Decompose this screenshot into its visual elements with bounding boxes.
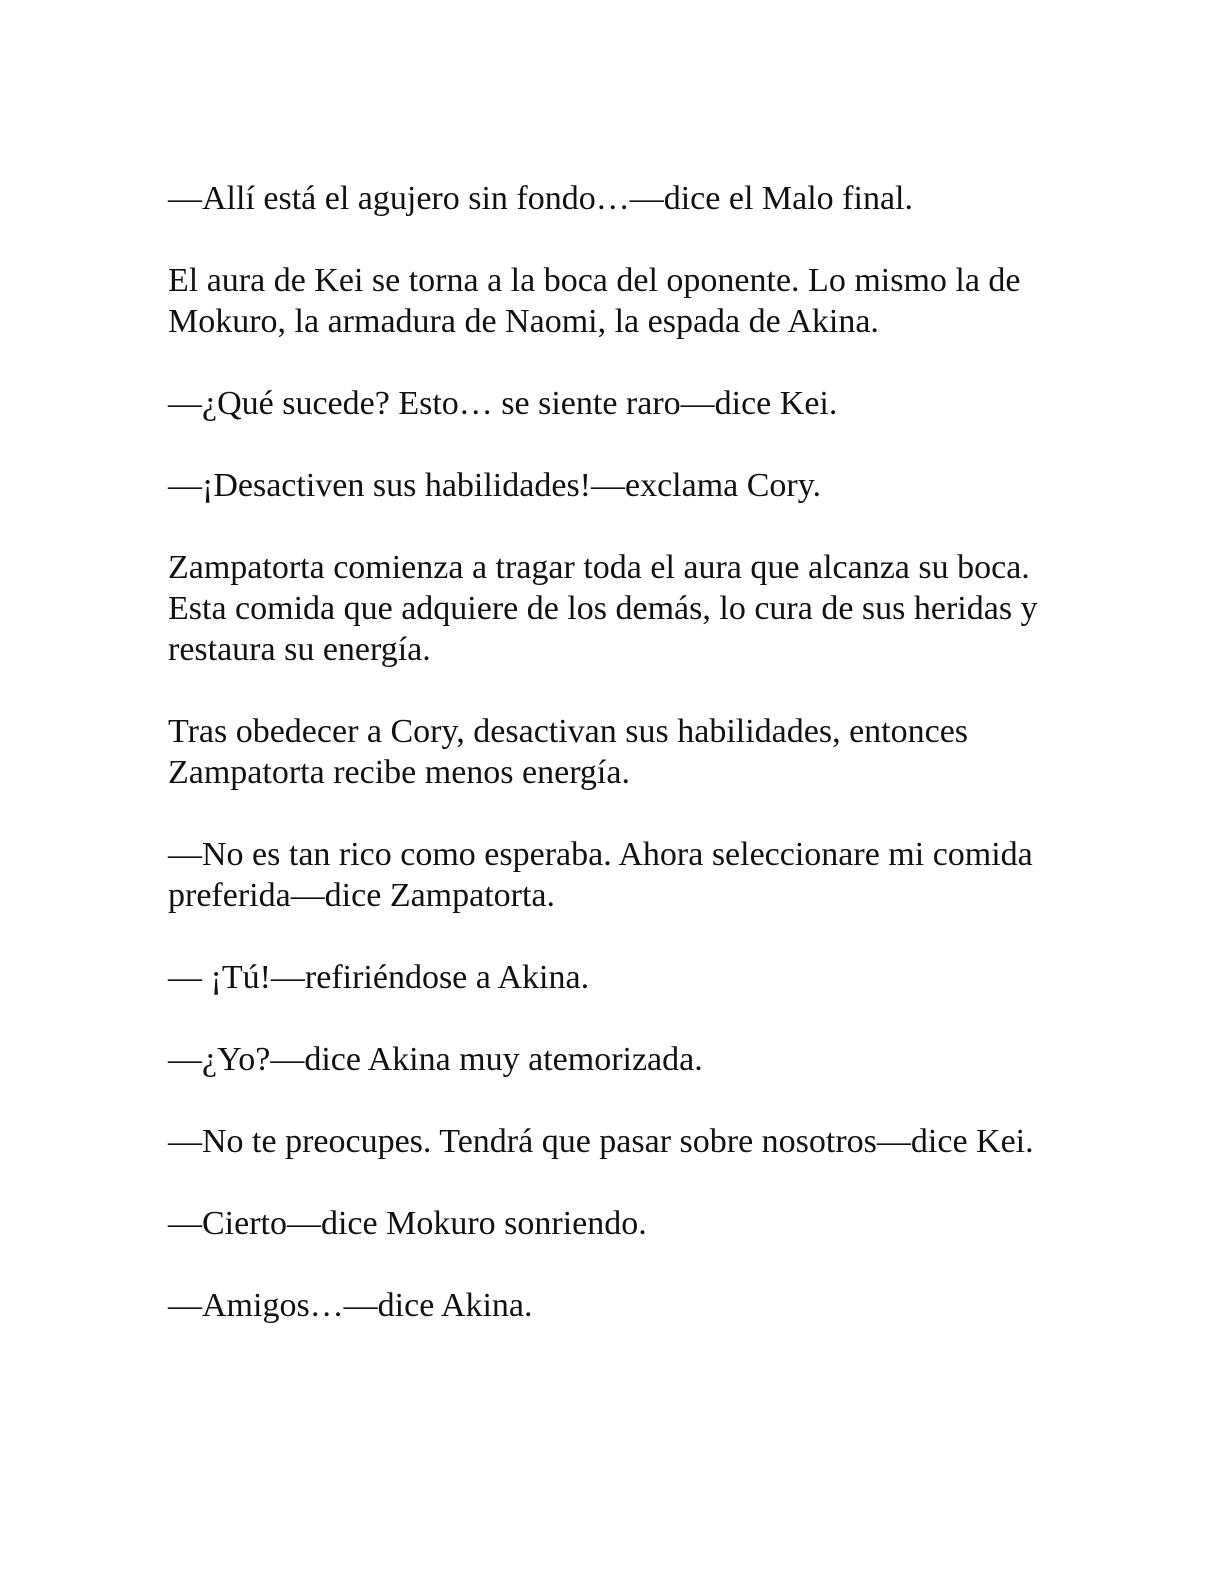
- paragraph-2: El aura de Kei se torna a la boca del oponente. Lo mismo la de Mokuro, la armadura de Naomi, la espada de Akina.: [168, 262, 1030, 340]
- paragraph-10: —No te preocupes. Tendrá que pasar sobre nosotros—dice Kei.: [168, 1123, 1034, 1160]
- paragraph-11: —Cierto—dice Mokuro sonriendo.: [168, 1205, 647, 1242]
- paragraph-8: — ¡Tú!—refiriéndose a Akina.: [168, 959, 590, 996]
- paragraph-12: —Amigos…—dice Akina.: [168, 1287, 533, 1324]
- paragraph-9: —¿Yo?—dice Akina muy atemorizada.: [168, 1041, 703, 1078]
- paragraph-1: —Allí está el agujero sin fondo…—dice el Malo final.: [168, 180, 913, 217]
- paragraph-3: —¿Qué sucede? Esto… se siente raro—dice Kei.: [168, 385, 838, 422]
- paragraph-5: Zampatorta comienza a tragar toda el aura que alcanza su boca. Esta comida que adquiere de los demás, lo cura de sus heridas y restaura su energía.: [168, 549, 1047, 668]
- paragraph-7: —No es tan rico como esperaba. Ahora seleccionare mi comida preferida—dice Zampatorta.: [168, 836, 1042, 914]
- document-page: [168, 178, 1048, 1367]
- paragraph-6: Tras obedecer a Cory, desactivan sus habilidades, entonces Zampatorta recibe menos energía.: [168, 713, 977, 791]
- paragraph-4: —¡Desactiven sus habilidades!—exclama Cory.: [168, 467, 822, 504]
